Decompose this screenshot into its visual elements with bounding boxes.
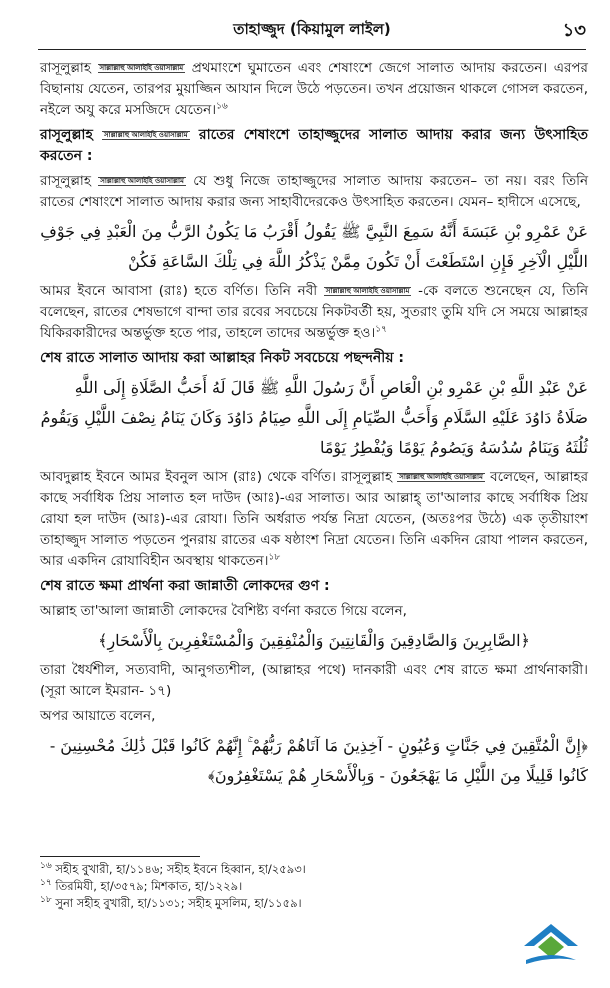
section-heading-3: শেষ রাতে ক্ষমা প্রার্থনা করা জান্নাতী লোকদের গুণ : [40,578,330,594]
publisher-logo-icon [520,920,582,970]
paragraph-6: তারা ধৈর্যশীল, সত্যবাদী, আনুগত্যশীল, (আল্লাহর পথে) দানকারী এবং শেষ রাতে ক্ষমা প্রার্থনাকারী। (সূরা আলে ইমরান- ১৭) [40,662,588,699]
section-heading-2: শেষ রাতে সালাত আদায় করা আল্লাহর নিকট সবচেয়ে পছন্দনীয় : [40,350,404,366]
footnote-divider [40,856,200,857]
paragraph-5: আল্লাহ তা'আলা জান্নাতী লোকদের বৈশিষ্ট্য বর্ণনা করতে গিয়ে বলেন, [40,603,407,619]
footnote-ref[interactable]: ১৭ [375,324,387,335]
page-header [38,12,586,50]
paragraph-2 [40,171,588,213]
paragraph-3 [40,281,588,344]
header-divider [38,49,586,50]
footnote-text: সহীহ বুখারী, হা/১১৪৬; সহীহ ইবনে হিব্বান, হা/২৫৯৩। [55,862,306,876]
arabic-ayah-1: ﴿الصَّابِرِينَ وَالصَّادِقِينَ وَالْقَانِتِينَ وَالْمُنْفِقِينَ وَالْمُسْتَغْفِرِينَ بِالْأَسْحَارِ﴾ [98,631,530,650]
footnote-ref[interactable]: ১৬ [216,101,228,112]
footnote-item [40,878,588,895]
saw-mark: সাল্লাল্লাহু আলাইহি ওয়াসাল্লাম [99,63,184,72]
saw-mark: সাল্লাল্লাহু আলাইহি ওয়াসাল্লাম [399,472,483,481]
page-body [40,58,588,795]
text: প্রথমাংশে ঘুমাতেন এবং শেষাংশে জেগে সালাত আদায় করতেন। এরপর বিছানায় যেতেন, তারপর মুয়াজ্জিন আযান দিলে উঠে পড়তেন। তখন প্রয়োজন থাকলে গোসল করতেন, নইলে অযু করে মসজিদে যেতেন। [40,60,588,118]
footnote-ref[interactable]: ১৮ [268,552,281,563]
arabic-ayah-2: ﴿إِنَّ الْمُتَّقِينَ فِي جَنَّاتٍ وَعُيُونٍ - آخِذِينَ مَا آتَاهُمْ رَبُّهُمْ ۚ إِنَّهُمْ كَانُوا قَبْلَ ذَٰلِكَ مُحْسِنِينَ - كَانُوا قَلِيلًا مِنَ اللَّيْلِ مَا يَهْجَعُونَ - وَبِالْأَسْحَارِ هُمْ يَسْتَغْفِرُونَ﴾ [49,736,588,785]
footnote-num: ১৮ [40,895,52,906]
logo-base-swoosh [526,955,576,964]
footnote-num: ১৭ [40,878,52,889]
saw-mark: সাল্লাল্লাহু আলাইহি ওয়াসাল্লাম [325,286,410,295]
text: রাসূলুল্লাহ [40,60,91,76]
footnote-text: তিরমিযী, হা/৩৫৭৯; মিশকাত, হা/১২২৯। [55,879,243,893]
paragraph-4 [40,467,588,572]
footnote-num: ১৬ [40,861,52,872]
text: বলেছেন, আল্লাহর কাছে সর্বাধিক প্রিয় সালাত হল দাউদ (আঃ)-এর সালাত। আর আল্লাহ্ তা'আলার কাছে সর্বাধিক প্রিয় রোযা হল দাউদ (আঃ)-এর রোযা। তিনি অর্ধরাত পর্যন্ত নিদ্রা যেতেন, (অতঃপর উঠে) এক তৃতীয়াংশ তাহাজ্জুদ সালাত পড়তেন পুনরায় রাতের এক ষষ্ঠাংশ নিদ্রা যেতেন। তিনি একদিন রোযা পালন করতেন, আর একদিন রোযাবিহীন অবস্থায় থাকতেন। [40,469,589,569]
paragraph-1 [40,58,588,121]
text: রাসূলুল্লাহ [40,173,91,189]
page-title: তাহাজ্জুদ (কিয়ামুল লাইল) [233,20,391,38]
arabic-hadith-2: عَنْ عَبْدِ اللَّهِ بْنِ عَمْرِو بْنِ الْعَاصِ أَنَّ رَسُولَ اللَّهِ ﷺ قَالَ لَهُ أَحَبُّ الصَّلَاةِ إِلَى اللَّهِ صَلَاةُ دَاوُدَ عَلَيْهِ السَّلَامِ وَأَحَبُّ الصِّيَامِ إِلَى اللَّهِ صِيَامُ دَاوُدَ وَكَانَ يَنَامُ نِصْفَ اللَّيْلِ وَيَقُومُ ثُلُثَهُ وَيَنَامُ سُدُسَهُ وَيَصُومُ يَوْمًا وَيُفْطِرُ يَوْمًا [40,378,588,457]
text: -কে বলতে শুনেছেন যে, তিনি বলেছেন, রাতের শেষভাগে বান্দা তার রবের সবচেয়ে নিকটবর্তী হয়, সুতরাং তুমি যদি সে সময়ে আল্লাহর যিকিরকারীদের অন্তর্ভুক্ত হতে পার, তাহলে তাদের অন্তর্ভুক্ত হও। [40,283,589,341]
saw-mark: সাল্লাল্লাহু আলাইহি ওয়াসাল্লাম [104,130,188,139]
arabic-hadith-1: عَنْ عَمْرِو بْنِ عَبَسَةَ أَنَّهُ سَمِعَ النَّبِيَّ ﷺ يَقُولُ أَقْرَبُ مَا يَكُونُ الرَّبُّ مِنَ الْعَبْدِ فِي جَوْفِ اللَّيْلِ الْآخِرِ فَإِنِ اسْتَطَعْتَ أَنْ تَكُونَ مِمَّنْ يَذْكُرُ اللَّهَ فِي تِلْكَ السَّاعَةِ فَكُنْ [40,222,588,271]
saw-mark: সাল্লাল্লাহু আলাইহি ওয়াসাল্লাম [100,176,184,185]
footnote-text: সুনা সহীহ বুখারী, হা/১১৩১; সহীহ মুসলিম, হা/১১৫৯। [55,896,302,910]
footnote-item [40,861,588,878]
section-heading-1 [40,125,588,167]
text: যে শুধু নিজে তাহাজ্জুদের সালাত আদায় করতেন– তা নয়। বরং তিনি রাতের শেষাংশে সালাত আদায় করার জন্য সাহাবীদেরকেও উৎসাহিত করতেন। যেমন– হাদীসে এসেছে, [40,173,589,210]
text: আবদুল্লাহ ইবনে আমর ইবনুল আস (রাঃ) থেকে বর্ণিত। রাসূলুল্লাহ [40,469,393,485]
text: আমর ইবনে আবাসা (রাঃ) হতে বর্ণিত। তিনি নবী [40,283,318,299]
footnote-item [40,895,588,912]
page-number: ১৩ [562,20,586,41]
text: রাসূলুল্লাহ [40,127,93,143]
paragraph-7: অপর আয়াতে বলেন, [40,708,156,724]
text: রাতের শেষাংশে তাহাজ্জুদের সালাত আদায় করার জন্য উৎসাহিত করতেন : [40,127,589,164]
footnotes [40,856,588,912]
